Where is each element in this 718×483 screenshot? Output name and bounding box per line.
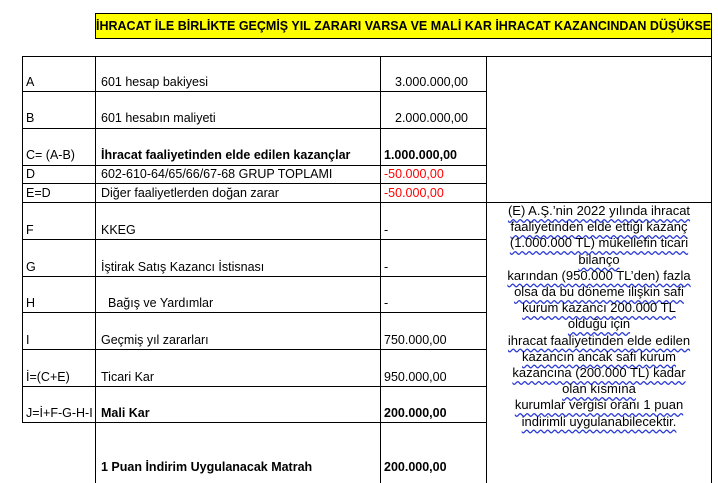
- row-code: I: [26, 333, 30, 347]
- note-line: indirimli uygulanabilecektir.: [521, 413, 677, 429]
- row-code: J=İ+F-G-H-I: [26, 406, 93, 420]
- row-amount: -50.000,00: [384, 186, 444, 200]
- row-label: İştirak Satış Kazancı İstisnası: [101, 260, 265, 274]
- row-label: 602-610-64/65/66/67-68 GRUP TOPLAMI: [101, 167, 333, 181]
- row-amount: -: [384, 223, 389, 237]
- row-amount: -50.000,00: [384, 167, 444, 181]
- row-amount: -: [384, 260, 389, 274]
- row-label: 601 hesabın maliyeti: [101, 111, 216, 125]
- row-amount: 200.000,00: [384, 406, 447, 420]
- row-label: İhracat faaliyetinden elde edilen kazançlar: [101, 148, 351, 162]
- note-line: bilanço: [578, 251, 620, 267]
- row-code: E=D: [26, 186, 51, 200]
- note-line: (E) A.Ş.’nin 2022 yılında ihracat: [507, 203, 691, 218]
- note-line: kazancın ancak safi kurum: [522, 348, 676, 364]
- row-code: H: [26, 296, 36, 310]
- row-code: A: [26, 75, 35, 89]
- row-amount: -: [384, 296, 389, 310]
- row-code: İ=(C+E): [26, 370, 70, 384]
- row-label: Bağış ve Yardımlar: [108, 296, 214, 310]
- note-line: olsa da bu döneme ilişkin safi: [514, 284, 684, 300]
- explanation-note: [488, 203, 710, 430]
- row-code: F: [26, 223, 34, 237]
- row-amount: 3.000.000,00: [395, 75, 468, 89]
- row-amount: 2.000.000,00: [395, 111, 468, 125]
- row-amount: 950.000,00: [384, 370, 447, 384]
- note-line: faaliyetinden elde ettiği kazanç: [510, 219, 688, 235]
- row-label: 601 hesap bakiyesi: [101, 75, 209, 89]
- note-line: kurum kazancı 200.000 TL: [522, 300, 676, 316]
- note-line: olduğu için: [567, 316, 631, 332]
- row-label: Geçmiş yıl zararları: [101, 333, 209, 347]
- note-line: karından (950.000 TL’den) fazla: [507, 267, 691, 283]
- row-code: C= (A-B): [26, 148, 75, 162]
- note-line: kurumlar vergisi oranı 1 puan: [514, 397, 684, 413]
- page-title: İHRACAT İLE BİRLİKTE GEÇMİŞ YIL ZARARI VARSA VE MALİ KAR İHRACAT KAZANCINDAN DÜŞÜKSE: [96, 14, 711, 38]
- row-amount: 1.000.000,00: [384, 148, 457, 162]
- row-label: KKEG: [101, 223, 136, 237]
- row-label: Ticari Kar: [101, 370, 155, 384]
- note-line: olan kısmına: [562, 381, 636, 397]
- row-code: B: [26, 111, 35, 125]
- note-line: ihracat faaliyetinden elde edilen: [507, 332, 691, 348]
- row-amount: 200.000,00: [384, 460, 447, 474]
- row-label: Diğer faaliyetlerden doğan zarar: [101, 186, 279, 200]
- note-line: (1.000.000 TL) mükellefin ticari: [509, 235, 689, 251]
- note-line: kazancına (200.000 TL) kadar: [512, 365, 686, 381]
- row-code: D: [26, 167, 36, 181]
- row-label: Mali Kar: [101, 406, 150, 420]
- row-amount: 750.000,00: [384, 333, 447, 347]
- row-code: G: [26, 260, 36, 274]
- row-label: 1 Puan İndirim Uygulanacak Matrah: [101, 460, 313, 474]
